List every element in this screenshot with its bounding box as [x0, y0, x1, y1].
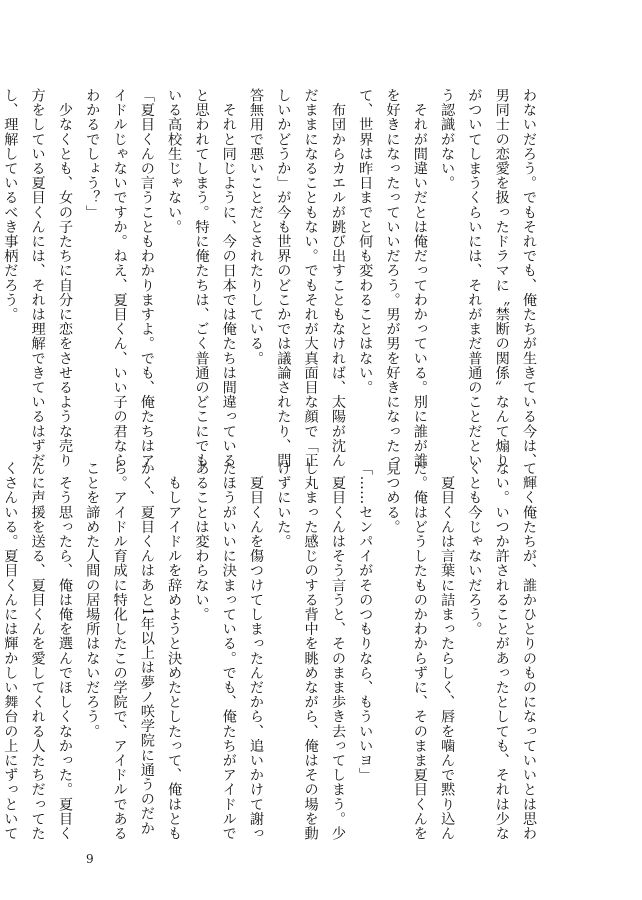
lower-text-line: だ。俺はどうしたものかわからずに、そのまま夏目くんを: [411, 461, 428, 841]
lower-text-line: かく、夏目くんはあと1年以上は夢ノ咲学院に通うのだか: [138, 461, 155, 836]
lower-text-line: んに声援を送る、夏目くんを愛してくれる人たちだってた: [29, 461, 46, 841]
upper-text-line: 方をしている夏目くんには、それは理解できているはずだ: [29, 88, 46, 468]
upper-text-line: わかるでしょう？」: [84, 88, 101, 220]
upper-text-line: わないだろう。でもそれでも、俺たちが生きている今は、: [521, 88, 537, 468]
upper-text-line: それと同じように、今の日本では俺たちは間違っている: [220, 88, 237, 468]
lower-text-line: そう思ったら、俺は俺を選んでほしくなかった。夏目く: [56, 461, 73, 841]
lower-text-line: くとも今じゃないだろう。: [466, 461, 483, 637]
lower-text-line: ら。アイドル育成に特化したこの学院で、アイドルである: [111, 461, 128, 841]
lower-text-line: 見つめる。: [384, 461, 401, 534]
lower-text-line: たほうがいいに決まっている。でも、俺たちがアイドルで: [220, 461, 237, 841]
lower-text-line: くさんいる。夏目くんには輝かしい舞台の上にずっといて: [2, 461, 19, 841]
upper-text-line: し、理解しているべき事柄だろう。: [2, 88, 19, 322]
lower-text-line: し丸まった感じのする背中を眺めながら、俺はその場を動: [302, 461, 319, 841]
lower-text-line: けずにいた。: [275, 461, 292, 549]
upper-text-line: 少なくとも、女の子たちに自分に恋をさせるような売り: [56, 88, 73, 468]
upper-text-line: 「夏目くんの言うこともわかりますよ。でも、俺たちはア: [138, 88, 155, 468]
lower-text-line: ない。いつか許されることがあったとしても、それは少な: [493, 461, 510, 841]
upper-text-line: しいかどうか」が今も世界のどこかでは議論されたり、問: [275, 88, 292, 468]
upper-text-line: それが間違いだとは俺だってわかっている。別に誰が誰: [411, 88, 428, 468]
lower-text-line: もしアイドルを辞めようと決めたとしたって、俺はとも: [166, 461, 183, 841]
upper-text-line: がついてしまうくらいには、それがまだ普通のことだとい: [466, 88, 483, 468]
lower-text-line: て輝く俺たちが、誰かひとりのものになっていいとは思わ: [521, 461, 537, 841]
page-number: 9: [86, 852, 94, 866]
lower-text-line: 「……センパイがそのつもりなら、もういいヨ」: [357, 461, 374, 783]
lower-text-line: あることは変わらない。: [193, 461, 210, 622]
upper-text-line: と思われてしまう。特に俺たちは、ごく普通のどこにでも: [193, 88, 210, 468]
upper-text-line: 布団からカエルが跳び出すこともなければ、太陽が沈ん: [329, 88, 346, 468]
text-block-lower: [2, 461, 542, 841]
upper-text-line: 答無用で悪いことだとされたりしている。: [248, 88, 265, 366]
upper-text-line: て、世界は昨日までと何も変わることはない。: [357, 88, 374, 395]
upper-text-line: う認識がない。: [439, 88, 456, 191]
lower-text-line: 夏目くんは言葉に詰まったらしく、唇を噛んで黙り込ん: [439, 461, 456, 841]
upper-text-line: いる高校生じゃない。: [166, 88, 183, 234]
upper-text-line: を好きになったっていいだろう。男が男を好きになったっ: [384, 88, 401, 468]
upper-text-line: イドルじゃないですか。ねえ、夏目くん、いい子の君なら: [111, 88, 128, 468]
lower-text-line: 夏目くんを傷つけてしまったんだから、追いかけて謝っ: [248, 461, 265, 841]
upper-text-line: 男同士の恋愛を扱ったドラマに〝禁断の関係〟なんて煽り: [493, 88, 510, 468]
lower-text-line: 夏目くんはそう言うと、そのまま歩き去ってしまう。少: [329, 461, 346, 841]
lower-text-line: ことを諦めた人間の居場所はないだろう。: [84, 461, 101, 739]
upper-text-line: だままになることもない。でもそれが大真面目な顔で「正: [302, 88, 319, 468]
text-block-upper: [2, 88, 542, 468]
